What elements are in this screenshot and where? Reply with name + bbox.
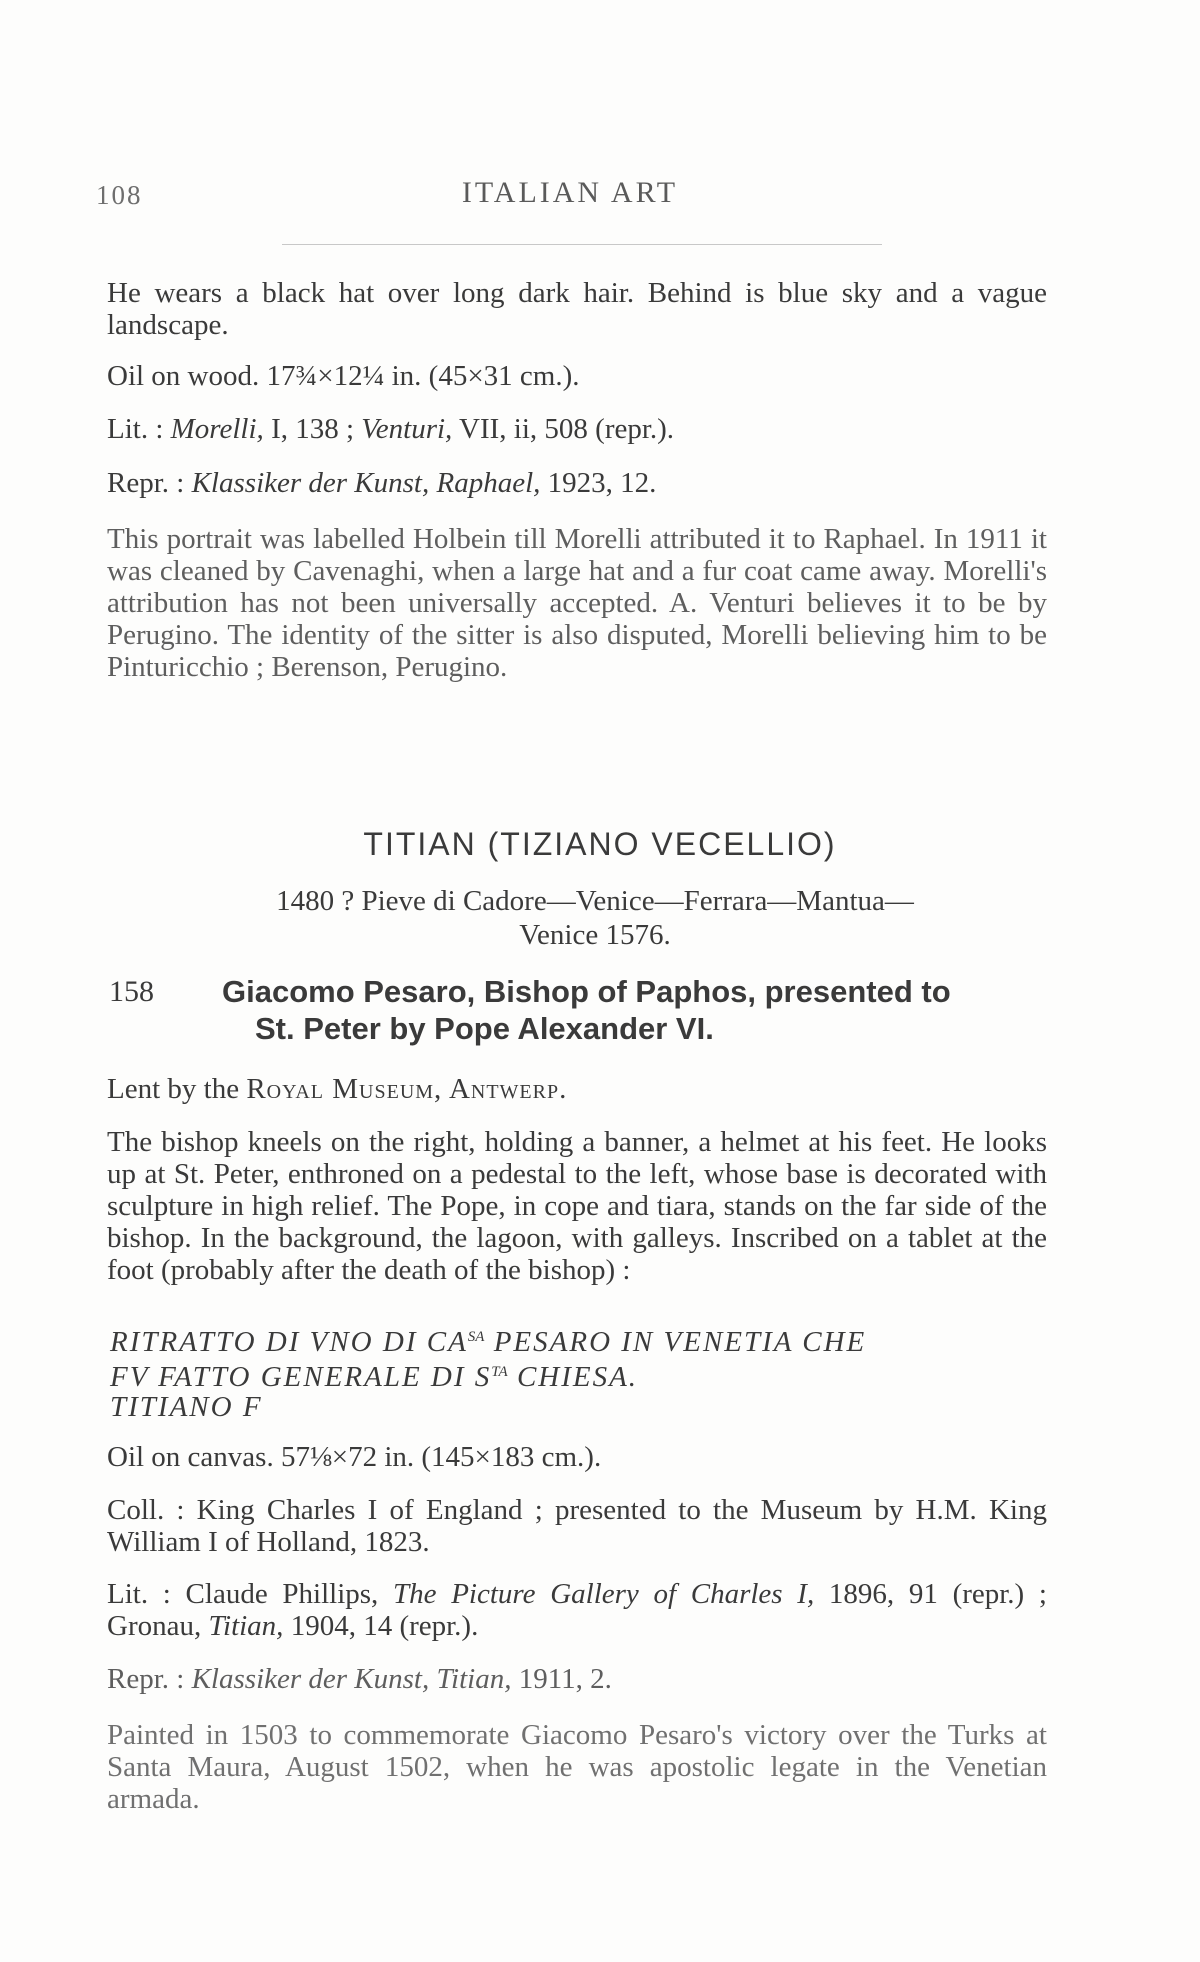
inscription-line-1: RITRATTO DI VNO DI $CA^{SA}$ PESARO IN VENETIA CHE — [110, 1326, 867, 1358]
running-title: ITALIAN ART — [461, 176, 679, 209]
lender-line — [107, 1073, 1047, 1105]
lit-author: Claude Phillips, — [185, 1578, 393, 1610]
previous-entry-medium: Oil on wood. 17¾×12¼ in. (45×31 cm.). — [107, 360, 580, 392]
entry-collection: Coll. : King Charles I of England ; presented to the Museum by H.M. King William I of Holland, 1823. — [107, 1494, 1047, 1558]
lit-title: The Picture Gallery of Charles I, — [393, 1578, 815, 1610]
repr-label: Repr. : — [107, 467, 192, 499]
repr-detail: 1923, 12. — [540, 467, 657, 499]
inscription-line-2: FV FATTO GENERALE DI $S^{TA}$ CHIESA. — [110, 1361, 639, 1393]
artist-dates-line-1: 1480 ? Pieve di Cadore—Venice—Ferrara—Mantua— — [276, 885, 914, 917]
lit-detail: 1896, 91 (repr.) ; Gronau, — [107, 1578, 1047, 1642]
repr-detail: 1911, 2. — [511, 1663, 612, 1695]
artist-dates — [195, 884, 995, 952]
catalogue-number: 158 — [109, 975, 154, 1008]
lender-name: Royal Museum, Antwerp. — [246, 1073, 568, 1105]
lit-ref-venturi-detail: VII, ii, 508 (repr.). — [452, 413, 675, 445]
inscription — [110, 1322, 1050, 1422]
artist-heading: TITIAN (TIZIANO VECELLIO) — [363, 826, 837, 862]
entry-literature — [107, 1578, 1047, 1642]
artist-dates-line-2: Venice 1576. — [519, 919, 671, 951]
repr-title: Klassiker der Kunst, Titian, — [191, 1663, 512, 1695]
lit-label: Lit. : — [107, 413, 171, 445]
previous-entry-commentary: This portrait was labelled Holbein till Morelli attributed it to Raphael. In 1911 it was cleaned by Cavenaghi, when a large hat and a fur coat came away. Morelli's attribution has not been universally accepted. A. Venturi believes it to be by Perugino. The identity of the sitter is also disputed, Morelli believing him to be Pinturicchio ; Berenson, Perugino. — [107, 523, 1047, 683]
entry-title — [222, 973, 1052, 1047]
entry-title-line-2: St. Peter by Pope Alexander VI. — [255, 1011, 714, 1046]
lit-title-2: Titian, — [208, 1610, 284, 1642]
lit-ref-venturi: Venturi, — [361, 413, 453, 445]
previous-entry-reproduction — [107, 467, 1047, 499]
lender-prefix: Lent by the — [107, 1073, 247, 1105]
repr-title: Klassiker der Kunst, Raphael, — [191, 467, 541, 499]
repr-label: Repr. : — [107, 1663, 192, 1695]
inscription-line-3: TITIANO F — [110, 1391, 263, 1423]
page-number: 108 — [96, 180, 143, 210]
lit-detail-2: 1904, 14 (repr.). — [283, 1610, 479, 1642]
lit-ref-morelli: Morelli, — [170, 413, 264, 445]
entry-commentary: Painted in 1503 to commemorate Giacomo Pesaro's victory over the Turks at Santa Maura, August 1502, when he was apostolic legate in the Venetian armada. — [107, 1719, 1047, 1815]
previous-entry-description: He wears a black hat over long dark hair. Behind is blue sky and a vague landscape. — [107, 277, 1047, 341]
entry-title-line-1: Giacomo Pesaro, Bishop of Paphos, presented to — [222, 974, 951, 1009]
header-rule — [282, 244, 882, 245]
running-head — [96, 176, 1044, 216]
entry-medium: Oil on canvas. 57⅛×72 in. (145×183 cm.). — [107, 1441, 602, 1473]
lit-ref-morelli-detail: I, 138 ; — [263, 413, 362, 445]
entry-description: The bishop kneels on the right, holding a banner, a helmet at his feet. He looks up at St. Peter, enthroned on a pedestal to the left, whose base is decorated with sculpture in high relief. The Pope, in cope and tiara, stands on the far side of the bishop. In the background, the lagoon, with galleys. Inscribed on a tablet at the foot (probably after the death of the bishop) : — [107, 1126, 1047, 1286]
lit-label: Lit. : — [107, 1578, 186, 1610]
previous-entry-literature — [107, 413, 1047, 445]
entry-reproduction — [107, 1663, 1047, 1695]
